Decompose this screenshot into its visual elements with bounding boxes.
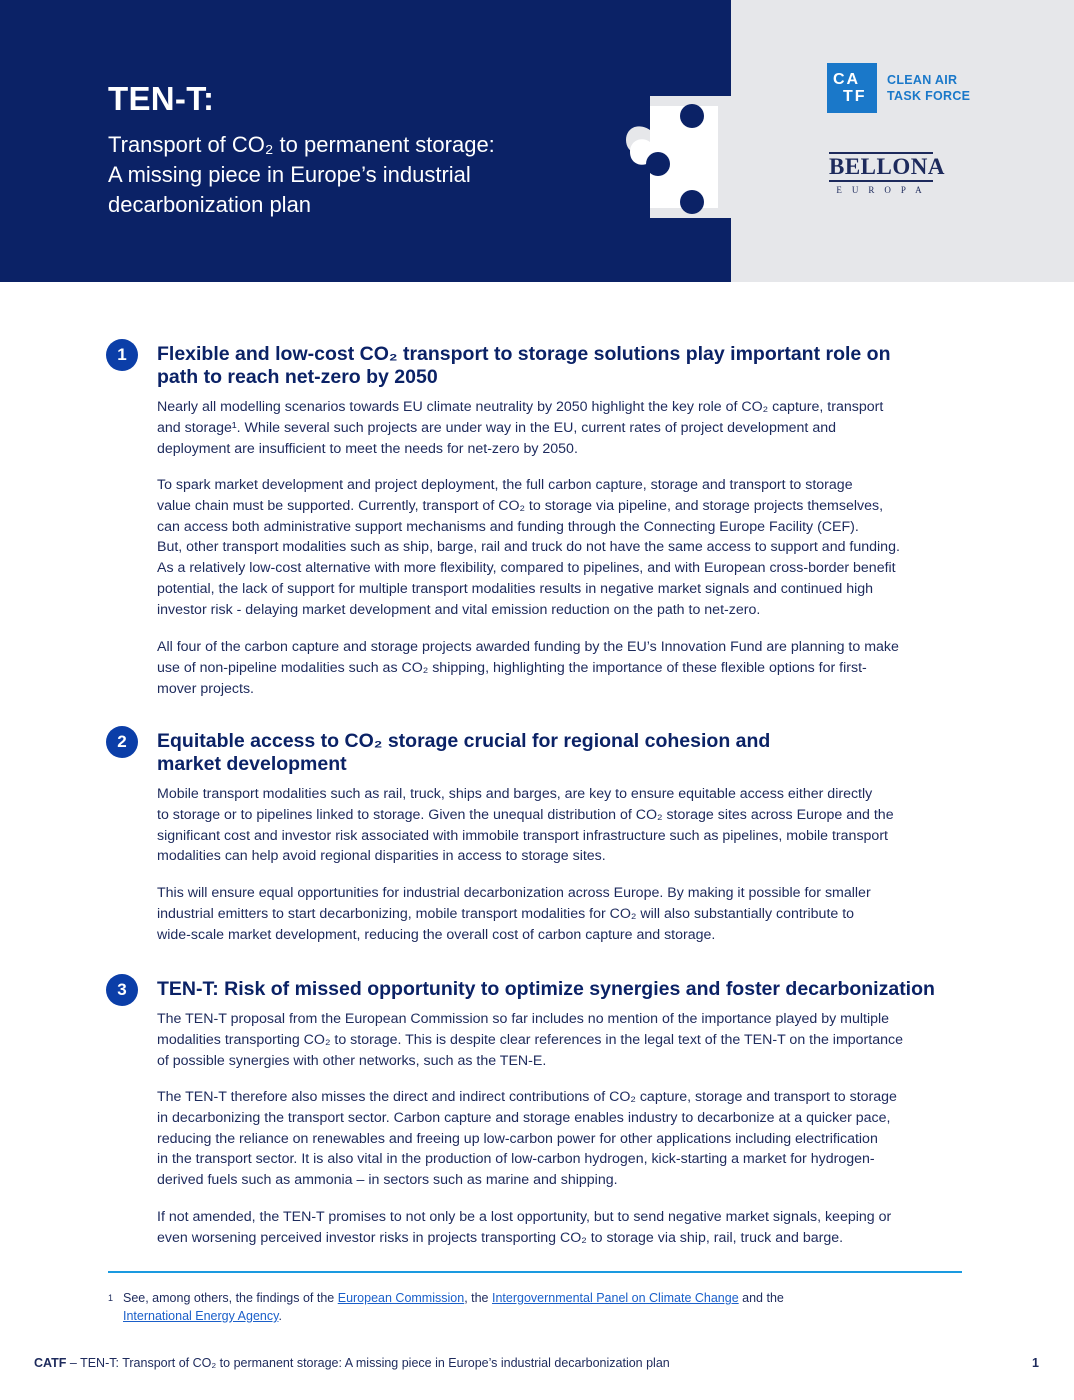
bellona-logo-name: BELLONA bbox=[829, 152, 933, 182]
header-grey-panel bbox=[731, 0, 1074, 282]
text-line: All four of the carbon capture and storage projects awarded funding by the EU’s Innovation Fund are planning to make bbox=[157, 639, 899, 655]
catf-logo-text bbox=[887, 72, 970, 104]
text-line: Nearly all modelling scenarios towards EU climate neutrality by 2050 highlight the key role of CO₂ capture, transport bbox=[157, 399, 884, 415]
text-line: modalities transporting CO₂ to storage. This is despite clear references in the legal text of the TEN-T on the importance bbox=[157, 1031, 903, 1048]
paragraph bbox=[157, 397, 981, 459]
text-line: mover projects. bbox=[157, 680, 254, 697]
paragraph bbox=[157, 1207, 981, 1249]
footnote-divider bbox=[108, 1271, 962, 1273]
text-line: reducing the reliance on renewables and freeing up low-carbon power for other applications including electrification bbox=[157, 1130, 878, 1147]
text-line: industrial emitters to start decarbonizing, mobile transport modalities for CO₂ will also substantially contribute to bbox=[157, 905, 855, 922]
text-line: This will ensure equal opportunities for industrial decarbonization across Europe. By making it possible for smaller bbox=[157, 885, 871, 901]
link-european-commission[interactable]: European Commission bbox=[337, 1291, 465, 1305]
bellona-logo-sub: EUROPA bbox=[836, 185, 932, 195]
text-line: use of non-pipeline modalities such as CO₂ shipping, highlighting the importance of these flexible options for first- bbox=[157, 659, 867, 676]
catf-text-line: CLEAN AIR bbox=[887, 73, 958, 87]
text-line: in the transport sector. It is also vital in the production of low-carbon hydrogen, kick-starting a market for hydrogen- bbox=[157, 1151, 875, 1168]
paragraph bbox=[157, 475, 981, 621]
catf-logo bbox=[827, 63, 970, 113]
footer-text: – TEN-T: Transport of CO₂ to permanent storage: A missing piece in Europe’s industrial decarbonization plan bbox=[66, 1356, 670, 1370]
footnote-marker: 1 bbox=[108, 1293, 114, 1303]
catf-text-line: TASK FORCE bbox=[887, 89, 971, 103]
text-line: potential, the lack of support for multiple transport modalities results in negative market signals and continued high bbox=[157, 580, 874, 597]
text-line: of possible synergies with other networks, such as the TEN-E. bbox=[157, 1052, 547, 1069]
catf-mark-line: TF bbox=[843, 88, 867, 105]
text-line: The TEN-T therefore also misses the direct and indirect contributions of CO₂ capture, storage and transport to storage bbox=[157, 1089, 897, 1105]
heading-line: TEN-T: Risk of missed opportunity to optimize synergies and foster decarbonization bbox=[157, 978, 935, 1000]
subtitle-line: decarbonization plan bbox=[108, 192, 312, 217]
subtitle-line: Transport of CO₂ to permanent storage: bbox=[108, 132, 495, 157]
section-number-badge: 2 bbox=[106, 726, 138, 758]
footnote-text: and the bbox=[738, 1291, 784, 1305]
text-line: deployment are insufficient to meet the needs for net-zero by 2050. bbox=[157, 440, 578, 457]
catf-logo-mark bbox=[827, 63, 877, 113]
heading-line: market development bbox=[157, 753, 347, 775]
text-line: The TEN-T proposal from the European Commission so far includes no mention of the importance played by multiple bbox=[157, 1011, 890, 1027]
text-line: in decarbonizing the transport sector. Carbon capture and storage enables industry to decarbonize at a quicker pace, bbox=[157, 1109, 891, 1126]
footnote-text: , the bbox=[464, 1291, 492, 1305]
heading-line: path to reach net-zero by 2050 bbox=[157, 366, 438, 388]
subtitle-line: A missing piece in Europe’s industrial bbox=[108, 162, 471, 187]
section-number-badge: 1 bbox=[106, 339, 138, 371]
heading-line: Equitable access to CO₂ storage crucial for regional cohesion and bbox=[157, 730, 771, 752]
heading-line: Flexible and low-cost CO₂ transport to storage solutions play important role on bbox=[157, 343, 891, 365]
text-line: Mobile transport modalities such as rail, truck, ships and barges, are key to ensure equitable access either directly bbox=[157, 786, 873, 802]
page-header bbox=[0, 0, 1074, 282]
text-line: value chain must be supported. Currently, transport of CO₂ to storage via pipeline, and storage projects themselves, bbox=[157, 497, 884, 514]
link-iea[interactable]: International Energy Agency bbox=[123, 1309, 279, 1323]
footnote-text: See, among others, the findings of the bbox=[123, 1291, 338, 1305]
text-line: As a relatively low-cost alternative with more flexibility, compared to pipelines, and with European cross-border benefit bbox=[157, 560, 896, 577]
section-number-badge: 3 bbox=[106, 974, 138, 1006]
text-line: But, other transport modalities such as ship, barge, rail and truck do not have the same access to support and funding. bbox=[157, 539, 900, 556]
paragraph bbox=[157, 637, 981, 699]
catf-mark-line: CA bbox=[833, 71, 861, 88]
text-line: To spark market development and project deployment, the full carbon capture, storage and transport to storage bbox=[157, 477, 853, 493]
paragraph bbox=[157, 1087, 981, 1191]
section-heading bbox=[157, 343, 977, 389]
paragraph bbox=[157, 883, 981, 945]
footnote-body bbox=[123, 1289, 953, 1325]
bellona-logo bbox=[829, 152, 945, 195]
paragraph bbox=[157, 1009, 981, 1071]
page-subtitle bbox=[108, 130, 608, 220]
page-number: 1 bbox=[1032, 1356, 1039, 1370]
link-ipcc[interactable]: Intergovernmental Panel on Climate Change bbox=[491, 1291, 739, 1305]
text-line: and storage¹. While several such projects are under way in the EU, current rates of project development and bbox=[157, 419, 836, 436]
text-line: can access both administrative support mechanisms and funding through the Connecting Europe Facility (CEF). bbox=[157, 518, 859, 535]
paragraph bbox=[157, 784, 981, 867]
page-footer bbox=[34, 1356, 670, 1370]
text-line: modalities can help avoid regional disparities in access to storage sites. bbox=[157, 848, 606, 865]
text-line: If not amended, the TEN-T promises to not only be a lost opportunity, but to send negative market signals, keeping or bbox=[157, 1209, 892, 1225]
text-line: derived fuels such as ammonia – in sectors such as marine and shipping. bbox=[157, 1172, 618, 1189]
text-line: investor risk - delaying market development and vital emission reduction on the path to net-zero. bbox=[157, 601, 761, 618]
text-line: significant cost and investor risk associated with immobile transport infrastructure such as pipelines, mobile transport bbox=[157, 827, 888, 844]
text-line: to storage or to pipelines linked to storage. Given the unequal distribution of CO₂ storage sites across Europe and the bbox=[157, 806, 894, 823]
text-line: even worsening perceived investor risks in projects transporting CO₂ to storage via ship, rail, truck and barge. bbox=[157, 1229, 844, 1246]
puzzle-piece-icon bbox=[620, 96, 732, 218]
text-line: wide-scale market development, reducing the overall cost of carbon capture and storage. bbox=[157, 926, 716, 943]
footnote-text: . bbox=[278, 1309, 282, 1323]
section-heading bbox=[157, 730, 977, 776]
section-heading bbox=[157, 978, 977, 1001]
footnote bbox=[108, 1289, 968, 1325]
footer-org: CATF bbox=[34, 1356, 67, 1370]
page-title: TEN-T: bbox=[108, 80, 215, 117]
